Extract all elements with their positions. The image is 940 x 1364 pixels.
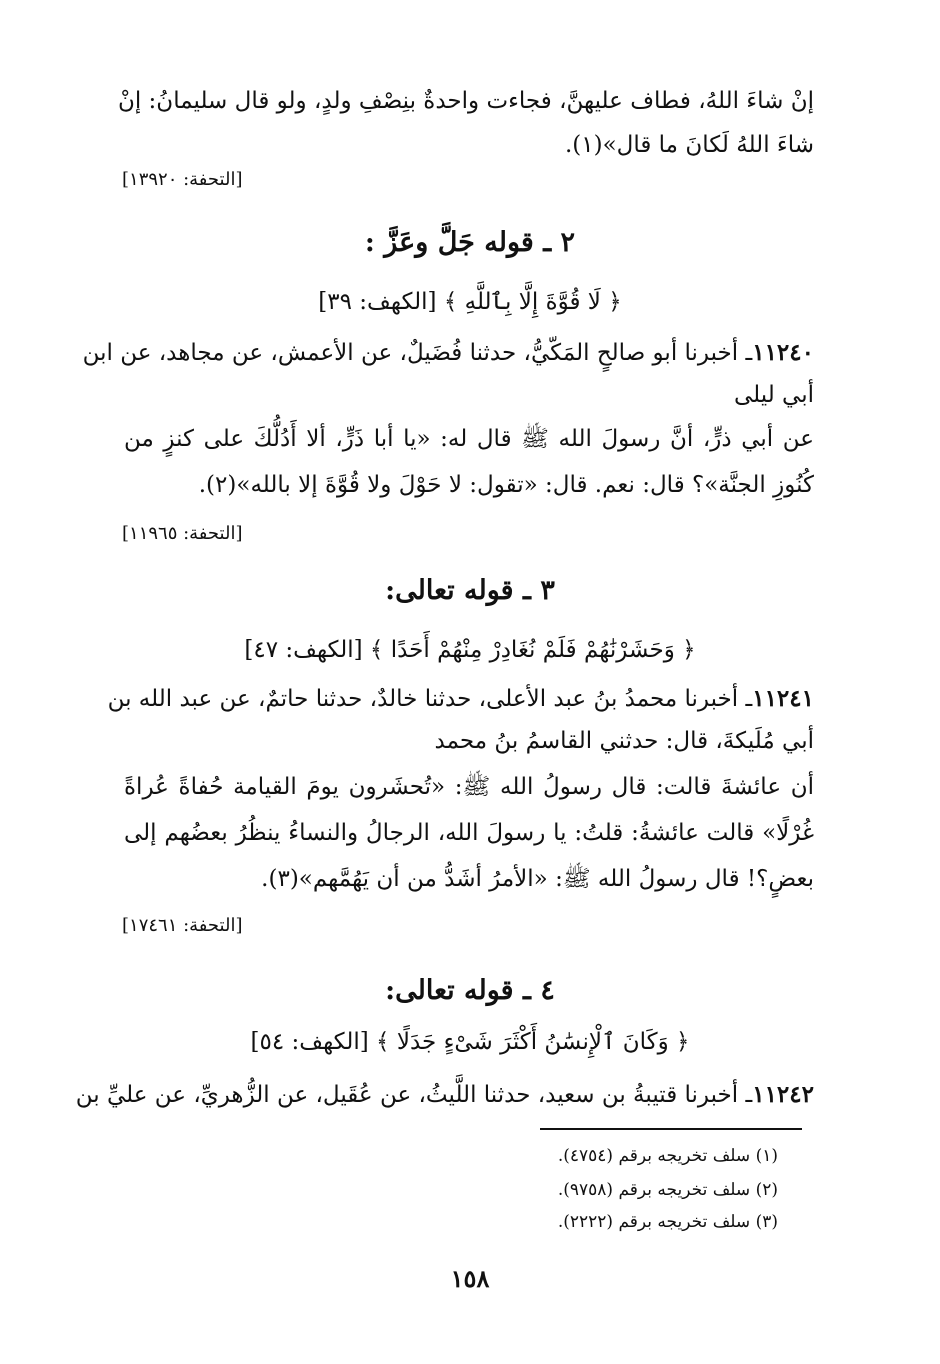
quran-verse: ﴿ لَا قُوَّةَ إِلَّا بِٱللَّهِ ﴾ [الكهف: ٣٩]: [318, 289, 622, 315]
hadith-line: [75, 1080, 814, 1110]
section-heading: ٢ ـ قوله جَلَّ وعَزَّ :: [364, 227, 576, 258]
hadith-line: أن عائشةَ قالت: قال رسولُ الله ﷺ: «تُحشَرون يومَ القيامة حُفاةً عُراةً: [124, 774, 814, 800]
hadith-line: [82, 338, 814, 368]
footnote: (٢) سلف تخريجه برقم (٩٧٥٨).: [557, 1180, 778, 1200]
hadith-line: بعضٍ؟! قال رسولُ الله ﷺ: «الأمرُ أشَدُّ من أن يَهُمَّهم»(٣).: [261, 866, 814, 892]
body-line: إنْ شاءَ اللهُ، فطاف عليهنَّ، فجاءت واحدةٌ بنِصْفِ ولدٍ، ولو قال سليمانُ: إنْ: [117, 88, 814, 114]
page-number: ١٥٨: [450, 1264, 490, 1293]
hadith-line: غُرْلًا» قالت عائشةُ: قلتُ: يا رسولَ الله، الرجالُ والنساءُ ينظُرُ بعضُهم إلى: [124, 820, 814, 846]
footnote: (٣) سلف تخريجه برقم (٢٢٢٢).: [557, 1212, 778, 1232]
hadith-line: أبي مُلَيكةَ، قال: حدثني القاسمُ بنُ محمد: [434, 728, 814, 754]
quran-verse: ﴿ وَكَانَ ٱلْإِنسَٰنُ أَكْثَرَ شَىْءٍ جَدَلًا ﴾ [الكهف: ٥٤]: [250, 1029, 690, 1055]
hadith-line: [107, 684, 814, 714]
body-line: شاءَ اللهُ لَكانَ ما قال»(١).: [564, 132, 814, 158]
hadith-line: أبي ليلى: [733, 382, 814, 408]
hadith-number: ١١٢٤٢: [752, 1081, 814, 1108]
tuhfa-reference: [التحفة: ١٧٤٦١]: [122, 915, 243, 936]
hadith-line: كُنُوزِ الجنَّة»؟ قال: نعم. قال: «تقول: لا حَوْلَ ولا قُوَّةَ إلا بالله»(٢).: [198, 472, 814, 498]
footnote: (١) سلف تخريجه برقم (٤٧٥٤).: [557, 1146, 778, 1166]
hadith-text: ـ أخبرنا أبو صالحٍ المَكّيُّ، حدثنا فُضَيلٌ، عن الأعمش، عن مجاهد، عن ابن: [82, 340, 753, 366]
hadith-text: ـ أخبرنا محمدُ بنُ عبد الأعلى، حدثنا خالدٌ، حدثنا حاتمٌ، عن عبد الله بن: [107, 686, 753, 712]
tuhfa-reference: [التحفة: ١٣٩٢٠]: [122, 169, 243, 190]
section-heading: ٣ ـ قوله تعالى:: [385, 575, 555, 606]
footnote-separator: [540, 1128, 802, 1130]
hadith-text: ـ أخبرنا قتيبةُ بن سعيد، حدثنا اللَّيثُ، عن عُقَيل، عن الزُّهريِّ، عن عليِّ بن: [75, 1082, 753, 1108]
section-heading: ٤ ـ قوله تعالى:: [385, 975, 555, 1006]
hadith-number: ١١٢٤٠: [752, 339, 814, 366]
quran-verse: ﴿ وَحَشَرْنَٰهُمْ فَلَمْ نُغَادِرْ مِنْهُمْ أَحَدًا ﴾ [الكهف: ٤٧]: [244, 637, 696, 663]
hadith-line: عن أبي ذرٍّ، أنَّ رسولَ الله ﷺ قال له: «يا أبا ذَرٍّ، ألا أَدُلُّكَ على كنزٍ من: [124, 426, 814, 452]
tuhfa-reference: [التحفة: ١١٩٦٥]: [122, 523, 243, 544]
hadith-number: ١١٢٤١: [752, 685, 814, 712]
